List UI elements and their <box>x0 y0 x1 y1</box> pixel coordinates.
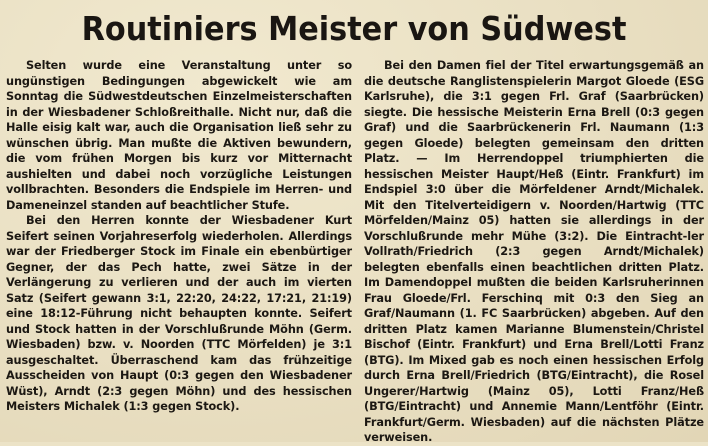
paragraph-intro: Selten wurde eine Veranstaltung unter so ungünstigen Bedingungen abgewickelt wie am Sonntag die Südwestdeutschen Einzelmeisterschaften in der Wiesbadener Schloßreithalle. Nicht nur, daß die Halle eisig kalt war, auch die Organisation ließ sehr zu wünschen übrig. Man mußte die Aktiven bewundern, die vom frühen Morgen bis kurz vor Mitternacht aushielten und dabei noch vorzügliche Leistungen vollbrachten. Besonders die Endspiele im Herren- und Dameneinzel standen auf beachtlicher Stufe. <box>6 59 352 212</box>
article-column-left <box>6 58 352 415</box>
paragraph-damen: Bei den Damen fiel der Titel erwartungsgemäß an die deutsche Ranglistenspielerin Margot Gloede (ESG Karlsruhe), die 3:1 gegen Frl. Graf (Saarbrücken) siegte. Die hessische Meisterin Erna Brell (0:3 gegen Graf) und die Saarbrückenerin Frl. Naumann (1:3 gegen Gloede) belegten gemeinsam den dritten Platz. — Im Herrendoppel triumphierten die hessischen Meister Haupt/Heß (Eintr. Frankfurt) im Endspiel 3:0 über die Mörfeldener Arndt/Michalek. Mit den Titelverteidigern v. Noorden/Hartwig (TTC Mörfelden/Mainz 05) hatten sie allerdings in der Vorschlußrunde mehr Mühe (3:2). Die Eintracht-ler Vollrath/Friedrich (2:3 gegen Arndt/Michalek) belegten ebenfalls einen beachtlichen dritten Platz. Im Damendoppel mußten die beiden Karlsruherinnen Frau Gloede/Frl. Ferschinq mit 0:3 den Sieg an Graf/Naumann (1. FC Saarbrücken) abgeben. Auf den dritten Platz kamen Marianne Blumenstein/Christel Bischof (Eintr. Frankfurt) und Erna Brell/Lotti Franz (BTG). Im Mixed gab es noch einen hessischen Erfolg durch Erna Brell/Friedrich (BTG/Eintracht), die Rosel Ungerer/Hartwig (Mainz 05), Lotti Franz/Heß (BTG/Eintracht) und Annemie Mann/Lentföhr (Eintr. Frankfurt/Germ. Wiesbaden) auf die nächsten Plätze verweisen. <box>364 59 704 444</box>
paragraph-herren: Bei den Herren konnte der Wiesbadener Kurt Seifert seinen Vorjahreserfolg wiederholen. Allerdings war der Friedberger Stock im Finale ein ebenbürtiger Gegner, der das Pech hatte, zwei Sätze in der Verlängerung zu verlieren und der auch im vierten Satz (Seifert gewann 3:1, 22:20, 24:22, 17:21, 21:19) eine 18:12-Führung nicht behaupten konnte. Seifert und Stock hatten in der Vorschlußrunde Möhn (Germ. Wiesbaden) bzw. v. Noorden (TTC Mörfelden) je 3:1 ausgeschaltet. Überraschend kam das frühzeitige Ausscheiden von Haupt (0:3 gegen den Wiesbadener Wüst), Arndt (2:3 gegen Möhn) und des hessischen Meisters Michalek (1:3 gegen Stock). <box>6 214 352 413</box>
headline: Routiniers Meister von Südwest <box>81 9 627 48</box>
article-column-right <box>364 58 704 446</box>
